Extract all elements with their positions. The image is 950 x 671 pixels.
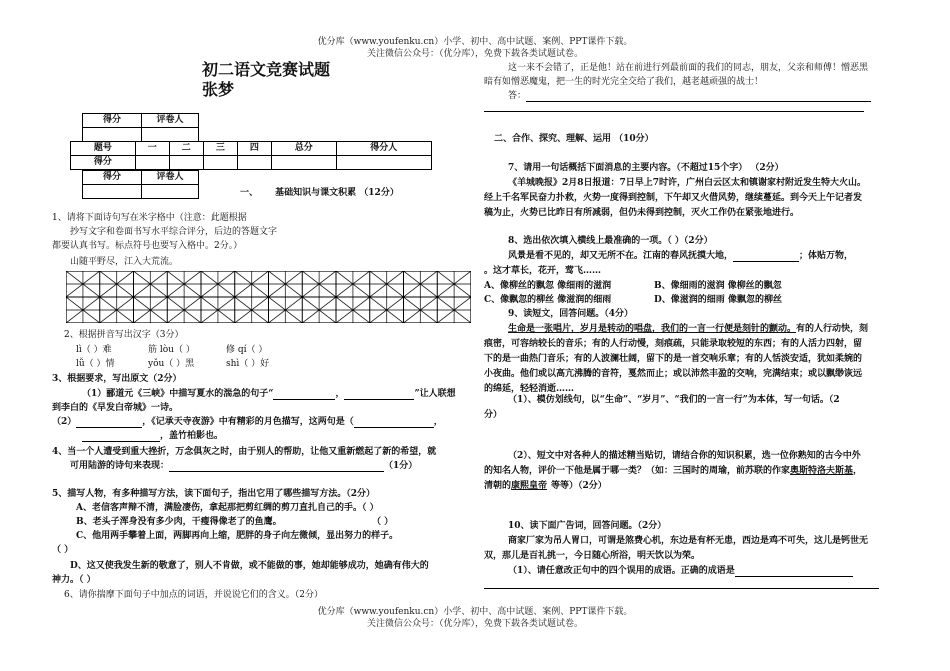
q9-text: 的知名人物，评价一下他是属于哪一类？（如：三国时的周瑜，前苏联的作家 (484, 466, 791, 476)
q3-title: 3、根据要求，写出原文（2分） (52, 374, 182, 384)
q8-text: 风景是看不见的，却又无所不在。江南的春风抚摸大地， (508, 251, 734, 261)
score-table-cell[interactable] (135, 156, 169, 170)
q8-title: 8、选出依次填入横线上最准确的一项。（ ）（2分） (508, 236, 713, 246)
q8-option-d[interactable]: D、像滋润的细雨 像飘忽的柳丝 (654, 295, 782, 305)
q9-text: 等等）（2分） (551, 481, 607, 491)
q5-c: C、他用两手攀着上面，两脚再向上缩，肥胖的身子向左微倾，显出努力的样子。 (76, 531, 399, 541)
score-cell[interactable] (83, 128, 142, 142)
q8-text: ；体贴万物， (799, 251, 854, 261)
score-table (70, 141, 432, 170)
score-table-header: 三 (203, 142, 237, 156)
q9-p3: 下的是一曲热门音乐；有的人波澜壮阔，留下的是一首交响乐章；有的人恬淡安适，犹如柔婉的 (484, 354, 863, 364)
q3-text: ， (433, 417, 443, 427)
answer-line[interactable] (484, 588, 879, 589)
q3-text: ，《记承天寺夜游》中有精彩的月色描写，这两句是（ (142, 417, 354, 427)
q8-option-a[interactable]: A、像柳丝的飘忽 像细雨的滋润 (484, 281, 612, 291)
section-2-heading: 二、合作、探究、理解、运用 （10分） (494, 134, 654, 144)
exam-author: 张梦 (202, 80, 235, 99)
q9-title: 9、读短文，回答问题。（4分） (508, 309, 634, 319)
score-table-header: 四 (237, 142, 271, 156)
q3-text: （2） (52, 417, 77, 427)
q9-underlined-name: 康熙皇帝 (511, 481, 548, 491)
score-table-cell[interactable] (271, 156, 336, 170)
q8-option-b[interactable]: B、像细雨的滋润 像柳丝的飘忽 (654, 281, 782, 291)
footer-line-1: 优分库（www.youfenku.cn）小学、初中、高中试题、案例、PPT课件下载。 (317, 607, 633, 617)
q7-p3: 稿为止，火势已比昨日有所减弱，但仍未得到控制，灭火工作仍在紧张地进行。 (484, 208, 800, 218)
answer-line[interactable] (526, 92, 871, 102)
score-table-header: 总分 (271, 142, 336, 156)
q8-option-c[interactable]: C、像飘忽的柳丝 像滋润的细雨 (484, 295, 612, 305)
q2-item: yǒu（ ）黑 (148, 359, 195, 369)
passage-line-1: 这一来不会错了，正是他！站在前进行列最前面的我们的同志，朋友，父亲和师傅！憎恶黑 (508, 63, 869, 73)
q3-text: ”让人联想 (414, 389, 456, 399)
answer-line[interactable] (82, 432, 160, 442)
grader-cell[interactable] (142, 128, 199, 142)
q8-p2-row (484, 266, 601, 277)
answer-line[interactable] (354, 418, 434, 428)
q7-p1: 《羊城晚报》2月8日报道：7日早上7时许，广州白云区太和镇谢家村附近发生特大火山。 (508, 178, 867, 188)
q10-text: （1）、请任意改正句中的四个误用的成语。正确的成语是 (508, 566, 735, 576)
grader-label: 评卷人 (142, 114, 199, 128)
answer-line[interactable] (273, 390, 335, 400)
exam-title: 初二语文竞赛试题 (202, 60, 331, 79)
q7-p2: 经上千名军民奋力扑救，火势一度得到控制，下午却又火借风势，继续蔓延。到今天上午记者发 (484, 193, 863, 203)
q9-text: ， (853, 466, 863, 476)
q9-text: 有的人行动快，刻 (796, 324, 869, 334)
grader-label: 评卷人 (142, 171, 199, 185)
q1-line-2: 抄写文字和卷面书写水平综合评分，后边的答题文字 (70, 227, 278, 237)
score-table-cell[interactable] (203, 156, 237, 170)
score-cell[interactable] (83, 185, 142, 199)
q2-row-2 (76, 359, 270, 370)
q9-p5: 的绵延，轻轻消逝…… (484, 384, 575, 394)
q5-d-1: D、这又使我发生新的敬意了，别人不肯做，或不能做的事，她却能够成功，她确有伟大的 (70, 561, 429, 571)
answer-line[interactable] (735, 567, 853, 577)
q9-p2: 痕密，可容纳较长的音乐；有的人行动慢，刻痕疏，只能录取较短的东西；有的人活力四射，留 (484, 339, 863, 349)
score-box-top (82, 113, 199, 142)
q9-s1: （1）、模仿划线句，以“生命”、“岁月”、“我们的一言一行”为本体，写一句话。（2 (508, 395, 840, 405)
q2-item: lì（ ）难 (76, 345, 112, 355)
q5-b: B、老头子浑身没有多少肉，干瘦得像老了的鱼鹰。 (76, 517, 282, 527)
q1-line-1: 1、请将下面诗句写在米字格中（注意：此题根据 (52, 213, 247, 223)
q3-text: ， (335, 389, 345, 399)
q9-text: 清朝的 (484, 481, 512, 491)
q4-points: （1分） (384, 461, 418, 471)
grader-cell[interactable] (142, 185, 199, 199)
q3-text: （1）郦道元《三峡》中描写夏水的湍急的句子“ (82, 389, 274, 399)
answer-label: 答： (508, 91, 527, 101)
q4-line-1: 4、当一个人遭受到重大挫折，万念俱灰之时，由于别人的帮助，让他又重新燃起了新的希望，就 (52, 447, 437, 457)
score-table-header: 一 (135, 142, 169, 156)
q9-s2-line-3 (484, 481, 607, 492)
q5-d-2: 神力。（ ） (52, 575, 96, 585)
score-table-header: 二 (169, 142, 203, 156)
q10-title: 10、读下面广告词，回答问题。（2分） (508, 521, 667, 531)
score-box-section1 (82, 170, 199, 199)
q3-s2-cont (82, 431, 223, 442)
score-table-row-label: 得分 (71, 156, 136, 170)
score-table-cell[interactable] (237, 156, 271, 170)
section-1-heading (240, 188, 399, 199)
q3-s1-cont: 到李白的《早发白帝城》一诗。 (52, 403, 179, 413)
q2-item: shì（ ）好 (226, 359, 270, 369)
q2-item: lǚ（ ）情 (76, 359, 115, 369)
q2-item: 筋 lòu（ ） (148, 345, 195, 355)
q8-p1 (508, 251, 853, 262)
q10-p1: 商家厂家为吊人胃口，可谓是煞费心机，东边是有杯无患，西边是鸡不可失，这儿是钙世无 (508, 536, 869, 546)
score-table-header: 题号 (71, 142, 136, 156)
q9-p4: 小夜曲。他们或以高亢沸腾的音符，戛然而止；或以沛然丰盈的交响，完满结束；或以飘缈诙远 (484, 369, 863, 379)
q3-s2 (52, 417, 443, 428)
score-box-label: 得分 (83, 171, 142, 185)
answer-row (508, 91, 871, 102)
answer-line[interactable] (344, 390, 414, 400)
q9-p1 (508, 324, 868, 335)
q5-c-answer[interactable]: （ ） (52, 545, 74, 555)
header-line-2: 关注微信公众号：（优分库），免费下载各类试题试卷。 (366, 49, 583, 59)
score-table-cell[interactable] (336, 156, 431, 170)
q2-row-1 (76, 345, 268, 356)
answer-line[interactable] (484, 111, 864, 112)
answer-line[interactable] (169, 462, 384, 472)
answer-line[interactable] (76, 418, 142, 428)
q1-poem: 山随平野尽，江入大荒流。 (70, 257, 179, 267)
section-1-title: 基础知识与课文积累 （12分） (275, 188, 399, 198)
q3-s1 (82, 389, 456, 400)
q9-underlined-name: 奥斯特洛夫斯基 (790, 466, 854, 476)
q10-p2: 双，那儿是百礼挑一，今日随心所浴，明天饮以为荣。 (484, 551, 701, 561)
q3-text: ，盖竹柏影也。 (160, 431, 224, 441)
q4-line-2 (70, 461, 417, 472)
q5-title: 5、描写人物，有多种描写方法，读下面句子，指出它用了哪些描写方法。（2分） (52, 489, 376, 499)
q5-a: A、老信客声辩不清，满脸凄伤，拿起那把剪红绸的剪刀直扎自己的手。（ ） (76, 503, 379, 513)
q4-text: 可用陆游的诗句来表现： (70, 461, 170, 471)
q2-title: 2、根据拼音写出汉字（3分） (64, 330, 184, 340)
q1-line-3: 都要认真书写。标点符号也要写入格中。2分。） (52, 241, 243, 251)
score-box-label: 得分 (83, 114, 142, 128)
q9-s1-points: 分） (484, 410, 503, 420)
section-1-number: 一、 (240, 188, 259, 198)
q9-s2-line-1: （2）、短文中对各种人的描述精当贴切，请结合你的知识积累，选一位你熟知的古今中外 (508, 451, 861, 461)
header-line-1: 优分库（www.youfenku.cn）小学、初中、高中试题、案例、PPT课件下载。 (317, 37, 633, 47)
q5-b-answer[interactable]: （ ） (372, 517, 394, 527)
passage-line-2: 暗有如憎恶魔鬼，把一生的时光完全交给了我们，越老越顽强的战士！ (484, 77, 764, 87)
q9-s2-line-2 (484, 466, 862, 477)
q10-s1 (508, 566, 853, 577)
mi-zi-grid[interactable] (66, 271, 471, 323)
q9-underlined-sentence: 生命是一张唱片，岁月是转动的唱盘，我们的一言一行便是刻针的颤动。 (508, 324, 797, 334)
q7-title: 7、请用一句话概括下面消息的主要内容。（不超过15个字） （2分） (508, 163, 784, 173)
footer-line-2: 关注微信公众号：（优分库），免费下载各类试题试卷。 (366, 619, 583, 629)
q2-item: 修 qí（ ） (226, 345, 268, 355)
score-table-header: 得分人 (336, 142, 431, 156)
answer-line[interactable] (733, 252, 799, 262)
q6-text: 6、请你揣摩下面句子中加点的词语，并说说它们的含义。（2分） (64, 590, 323, 600)
q8-text: 。这才草长，花开，莺飞…… (484, 266, 602, 276)
score-table-cell[interactable] (169, 156, 203, 170)
